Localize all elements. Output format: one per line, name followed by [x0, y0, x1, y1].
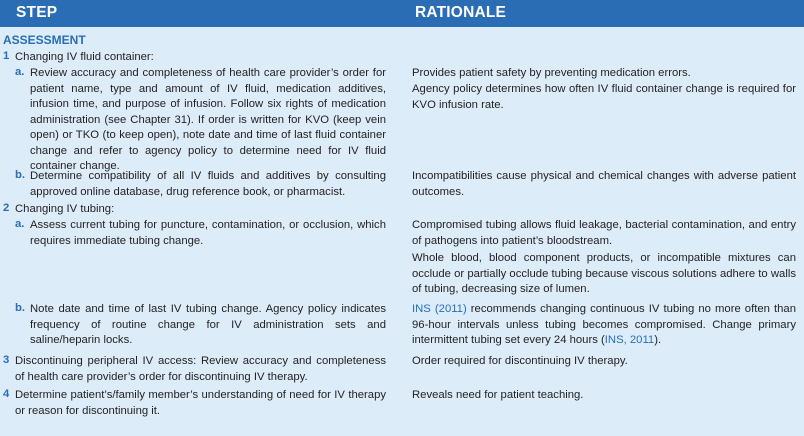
rationale-text: INS (2011) recommends changing continuous IV tubing no more often than 96-hour intervals unless tubing becomes compromised. Change primary intermittent tubing set every 24 hours (INS, 2011).	[412, 303, 796, 346]
substep-letter: a.	[15, 218, 25, 230]
step-text: Note date and time of last IV tubing change. Agency policy indicates frequency of routine change for IV administration sets and saline/heparin locks.	[30, 303, 386, 346]
rationale-text: Compromised tubing allows fluid leakage, bacterial contamination, and entry of pathogens into patient’s bloodstream.	[412, 219, 796, 247]
step-column-header: STEP	[16, 4, 58, 21]
substep-letter: a.	[15, 66, 25, 78]
step-text: Determine compatibility of all IV fluids and additives by consulting approved online database, drug reference book, or pharmacist.	[30, 170, 386, 198]
rationale-text: Reveals need for patient teaching.	[412, 389, 584, 401]
rationale-text: Whole blood, blood component products, or incompatible mixtures can occlude or partially occlude tubing because viscous solutions adhere to walls of tubing, decreasing size of lumen.	[412, 252, 796, 295]
step-number: 2	[3, 202, 10, 214]
rationale-text: Order required for discontinuing IV therapy.	[412, 355, 628, 367]
citation-link[interactable]: INS, 2011	[604, 334, 655, 346]
step-number: 1	[3, 50, 10, 62]
table-header	[0, 0, 804, 27]
step-text: Determine patient’s/family member’s understanding of need for IV therapy or reason for discontinuing it.	[15, 389, 386, 417]
rationale-text: Provides patient safety by preventing medication errors.	[412, 67, 691, 79]
rationale-column-header: RATIONALE	[415, 4, 507, 21]
step-text: Changing IV tubing:	[15, 203, 115, 215]
section-heading-assessment: ASSESSMENT	[3, 33, 86, 47]
step-text: Assess current tubing for puncture, contamination, or occlusion, which requires immediate tubing change.	[30, 219, 386, 247]
rationale-text: Agency policy determines how often IV fluid container change is required for KVO infusion rate.	[412, 83, 796, 111]
substep-letter: b.	[15, 302, 26, 314]
step-number: 4	[3, 388, 10, 400]
citation-link[interactable]: INS (2011)	[412, 303, 467, 315]
step-number: 3	[3, 354, 10, 366]
step-text: Review accuracy and completeness of health care provider’s order for patient name, type and amount of IV fluid, medication additives, infusion time, and purpose of infusion. Follow six rights of medication administration (see Chapter 31). If order is written for KVO (keep vein open) or TKO (to keep open), note date and time of last fluid container change and refer to agency policy to determine need for IV fluid container change.	[30, 67, 386, 172]
step-text: Discontinuing peripheral IV access: Review accuracy and completeness of health care provider’s order for discontinuing IV therapy.	[15, 355, 386, 383]
step-text: Changing IV fluid container:	[15, 51, 154, 63]
substep-letter: b.	[15, 169, 26, 181]
rationale-text: Incompatibilities cause physical and chemical changes with adverse patient outcomes.	[412, 170, 796, 198]
